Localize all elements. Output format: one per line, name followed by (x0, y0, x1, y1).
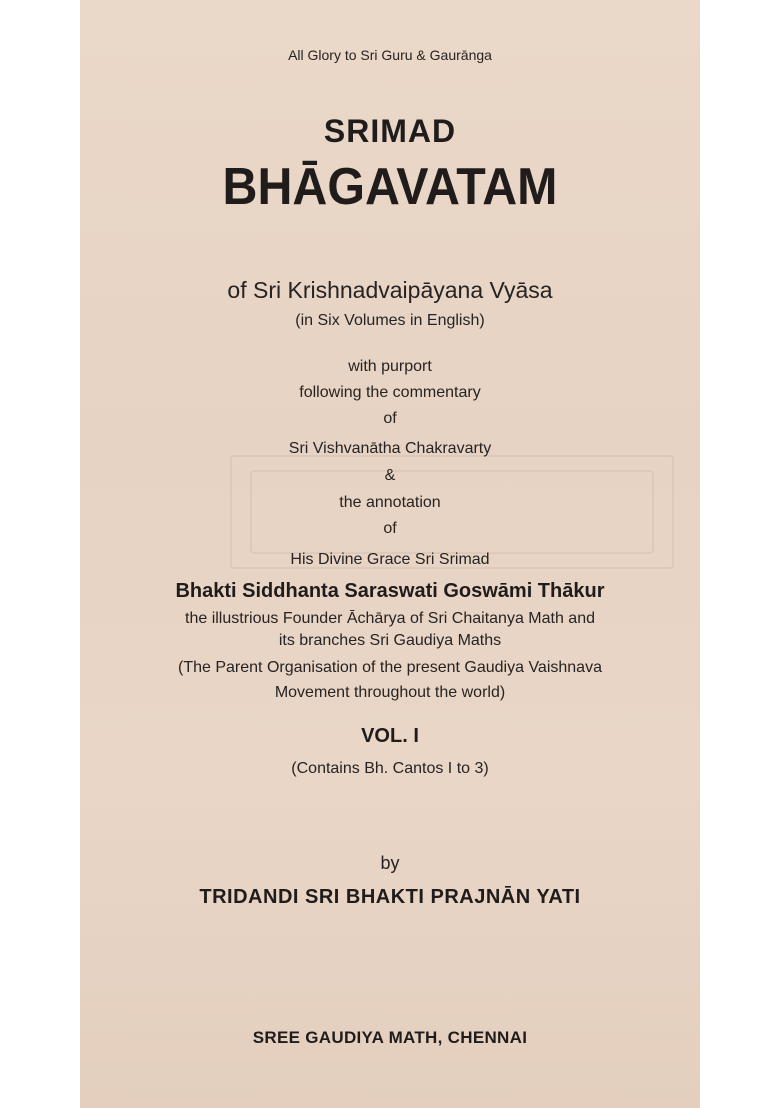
title-srimad: SRIMAD (323, 113, 457, 149)
volumes-note: (in Six Volumes in English) (295, 312, 485, 329)
by-line: by (380, 853, 400, 873)
ampersand-line: & (384, 467, 396, 484)
founder-line: the illustrious Founder Āchārya of Sri Chaitanya Math and (185, 610, 595, 627)
founder-line: its branches Sri Gaudiya Maths (278, 632, 502, 649)
original-author: of Sri Krishnadvaipāyana Vyāsa (227, 277, 553, 303)
of-line: of (383, 410, 397, 427)
purport-line: with purport (348, 358, 432, 375)
following-line: following the commentary (299, 384, 481, 401)
invocation-line: All Glory to Sri Guru & Gaurānga (288, 47, 492, 63)
commentator-name: Sri Vishvanātha Chakravarty (288, 440, 492, 457)
volume-contents: (Contains Bh. Cantos I to 3) (291, 760, 489, 777)
annotation-line: the annotation (339, 494, 441, 511)
parent-org-line: (The Parent Organisation of the present Gaudiya Vaishnava (178, 659, 602, 676)
acharya-name: Bhakti Siddhanta Saraswati Goswāmi Thākur (175, 580, 605, 602)
of-line: of (383, 520, 397, 537)
volume-number: VOL. I (361, 725, 419, 747)
translator-name: TRIDANDI SRI BHAKTI PRAJNĀN YATI (199, 886, 581, 908)
grace-line: His Divine Grace Sri Srimad (290, 551, 490, 568)
parent-org-line: Movement throughout the world) (274, 684, 506, 701)
title-page (80, 0, 700, 1108)
title-bhagavatam: BHĀGAVATAM (222, 158, 558, 216)
publisher-name: SREE GAUDIYA MATH, CHENNAI (252, 1028, 528, 1047)
